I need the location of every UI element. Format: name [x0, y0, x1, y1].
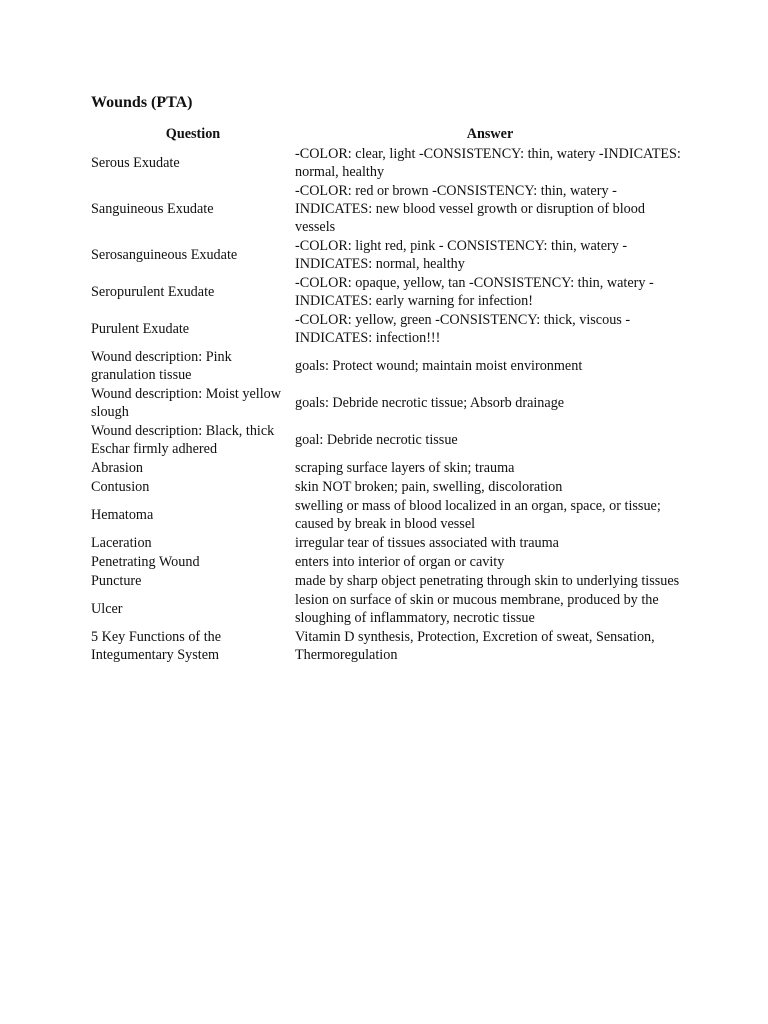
- answer-cell: -COLOR: light red, pink - CONSISTENCY: thin, watery -INDICATES: normal, healthy: [295, 238, 628, 272]
- answer-cell: -COLOR: clear, light -CONSISTENCY: thin, watery -INDICATES: normal, healthy: [295, 146, 681, 180]
- answer-cell: enters into interior of organ or cavity: [295, 554, 505, 570]
- question-cell: Wound description: Moist yellow slough: [91, 386, 281, 420]
- answer-cell: scraping surface layers of skin; trauma: [295, 460, 515, 476]
- table-body: [91, 145, 685, 665]
- answer-cell: swelling or mass of blood localized in an organ, space, or tissue; caused by break in blood vessel: [295, 498, 661, 532]
- table-row: [91, 478, 685, 497]
- question-cell: Purulent Exudate: [91, 321, 190, 337]
- table-row: [91, 237, 685, 274]
- table-row: [91, 422, 685, 459]
- question-cell: Sanguineous Exudate: [91, 201, 214, 217]
- table-row: [91, 182, 685, 237]
- table-header-row: [91, 125, 685, 145]
- table-row: [91, 572, 685, 591]
- answer-cell: -COLOR: red or brown -CONSISTENCY: thin, watery -INDICATES: new blood vessel growth or disruption of blood vessels: [295, 183, 645, 235]
- answer-cell: skin NOT broken; pain, swelling, discoloration: [295, 479, 563, 495]
- table-row: [91, 591, 685, 628]
- question-cell: Serous Exudate: [91, 155, 180, 171]
- question-cell: Laceration: [91, 535, 152, 551]
- table-row: [91, 553, 685, 572]
- answer-cell: goal: Debride necrotic tissue: [295, 432, 458, 448]
- question-column-header: Question: [165, 126, 221, 142]
- question-cell: Penetrating Wound: [91, 554, 200, 570]
- question-cell: Serosanguineous Exudate: [91, 247, 238, 263]
- table-row: [91, 274, 685, 311]
- answer-cell: lesion on surface of skin or mucous membrane, produced by the sloughing of inflammatory, necrotic tissue: [295, 592, 659, 626]
- table-row: [91, 385, 685, 422]
- question-cell: Ulcer: [91, 601, 123, 617]
- qa-table: [91, 125, 685, 665]
- question-cell: Seropurulent Exudate: [91, 284, 215, 300]
- table-row: [91, 348, 685, 385]
- table-row: [91, 311, 685, 348]
- answer-cell: -COLOR: opaque, yellow, tan -CONSISTENCY: thin, watery -INDICATES: early warning for infection!: [295, 275, 654, 309]
- table-row: [91, 459, 685, 478]
- answer-cell: goals: Protect wound; maintain moist environment: [295, 358, 583, 374]
- question-cell: Wound description: Pink granulation tissue: [91, 349, 232, 383]
- document-title: Wounds (PTA): [91, 94, 193, 111]
- answer-cell: -COLOR: yellow, green -CONSISTENCY: thick, viscous -INDICATES: infection!!!: [295, 312, 631, 346]
- document-page: [91, 93, 691, 665]
- question-cell: Hematoma: [91, 507, 154, 523]
- table-row: [91, 497, 685, 534]
- answer-cell: goals: Debride necrotic tissue; Absorb drainage: [295, 395, 565, 411]
- question-cell: Contusion: [91, 479, 150, 495]
- table-row: [91, 628, 685, 665]
- answer-cell: Vitamin D synthesis, Protection, Excretion of sweat, Sensation, Thermoregulation: [295, 629, 655, 663]
- answer-column-header: Answer: [466, 126, 514, 142]
- question-cell: 5 Key Functions of the Integumentary System: [91, 629, 222, 663]
- answer-cell: irregular tear of tissues associated with trauma: [295, 535, 559, 551]
- answer-cell: made by sharp object penetrating through skin to underlying tissues: [295, 573, 680, 589]
- question-cell: Puncture: [91, 573, 142, 589]
- table-row: [91, 145, 685, 182]
- table-row: [91, 534, 685, 553]
- question-cell: Wound description: Black, thick Eschar firmly adhered: [91, 423, 275, 457]
- question-cell: Abrasion: [91, 460, 144, 476]
